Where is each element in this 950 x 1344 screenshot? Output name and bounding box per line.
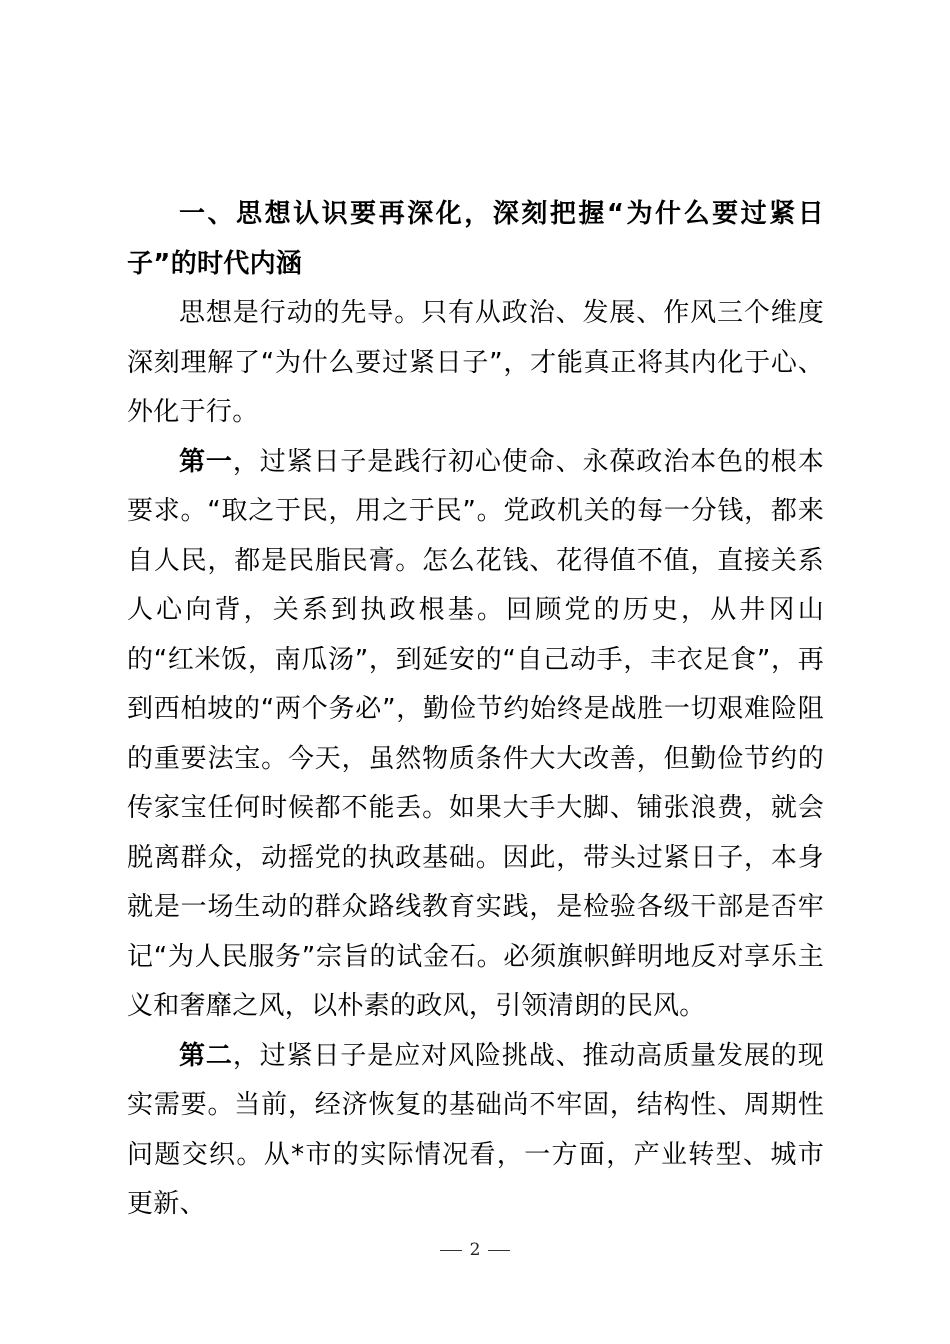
paragraph-text: 思想是行动的先导。只有从政治、发展、作风三个维度深刻理解了“为什么要过紧日子”，才能真正将其内化于心、外化于行。 bbox=[127, 298, 824, 427]
paragraph-first bbox=[127, 438, 824, 1032]
paragraph-intro bbox=[127, 289, 824, 438]
footer-dash-right bbox=[488, 1250, 510, 1251]
body-text bbox=[127, 190, 824, 1230]
paragraph-text: ，过紧日子是践行初心使命、永葆政治本色的根本要求。“取之于民，用之于民”。党政机关的每一分钱，都来自人民，都是民脂民膏。怎么花钱、花得值不值，直接关系人心向背，关系到执政根基。回顾党的历史，从井冈山的“红米饭，南瓜汤”，到延安的“自己动手，丰衣足食”，再到西柏坡的“两个务必”，勤俭节约始终是战胜一切艰难险阻的重要法宝。今天，虽然物质条件大大改善，但勤俭节约的传家宝任何时候都不能丢。如果大手大脚、铺张浪费，就会脱离群众，动摇党的执政基础。因此，带头过紧日子，本身就是一场生动的群众路线教育实践，是检验各级干部是否牢记“为人民服务”宗旨的试金石。必须旗帜鲜明地反对享乐主义和奢靡之风，以朴素的政风，引领清朗的民风。 bbox=[127, 446, 824, 1021]
paragraph-text: ，过紧日子是应对风险挑战、推动高质量发展的现实需要。当前，经济恢复的基础尚不牢固，结构性、周期性问题交织。从*市的实际情况看，一方面，产业转型、城市更新、 bbox=[127, 1040, 824, 1219]
section-heading: 一、思想认识要再深化，深刻把握“为什么要过紧日子”的时代内涵 bbox=[127, 199, 824, 279]
page-footer bbox=[0, 1240, 950, 1260]
paragraph-second bbox=[127, 1032, 824, 1230]
paragraph-lead: 第二 bbox=[179, 1040, 233, 1071]
paragraph-lead: 第一 bbox=[179, 446, 233, 477]
footer-dash-left bbox=[440, 1250, 462, 1251]
page-number: 2 bbox=[469, 1240, 481, 1260]
